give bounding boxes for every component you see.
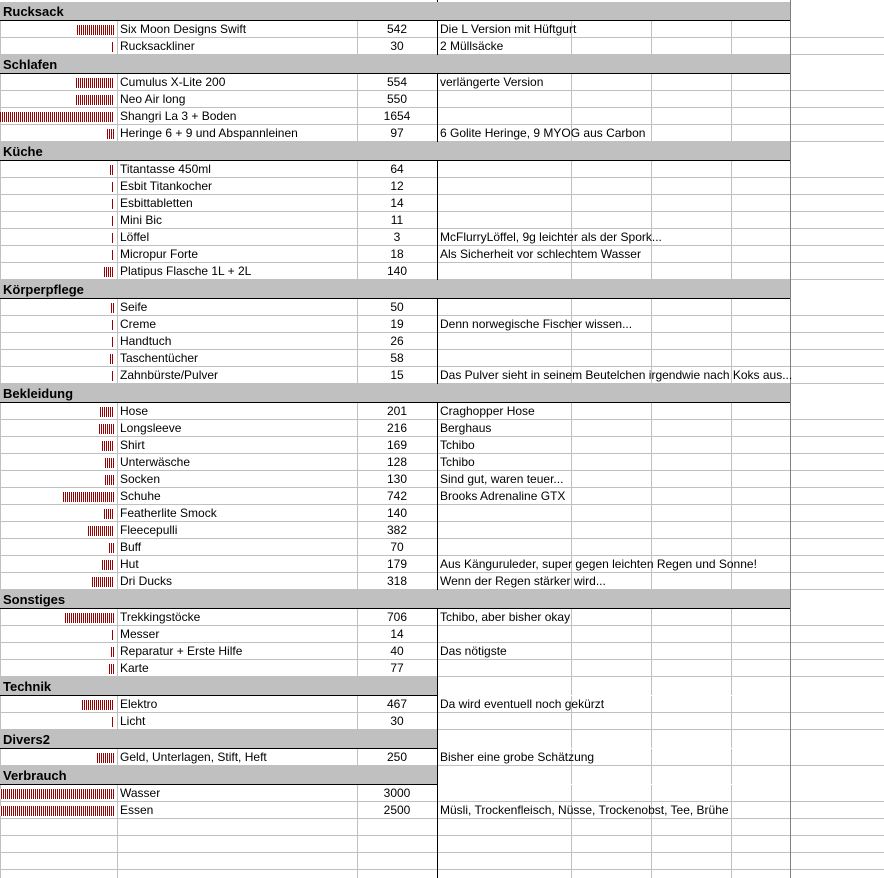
item-note-cell[interactable]: McFlurryLöffel, 9g leichter als der Spork... xyxy=(440,230,662,244)
gear-item-row xyxy=(0,403,884,420)
category-header-bg xyxy=(0,590,790,609)
item-name-cell[interactable]: Löffel xyxy=(120,230,150,244)
category-header-bg xyxy=(0,384,790,403)
item-name-cell[interactable]: Neo Air long xyxy=(120,92,186,106)
item-name-cell[interactable]: Geld, Unterlagen, Stift, Heft xyxy=(120,750,267,764)
item-weight-cell[interactable]: 542 xyxy=(386,22,408,36)
item-note-cell[interactable]: Tchibo xyxy=(440,455,475,469)
category-header-bg xyxy=(0,2,790,21)
gear-item-row xyxy=(0,125,884,142)
item-weight-cell[interactable]: 250 xyxy=(386,750,408,764)
category-header-label[interactable]: Bekleidung xyxy=(3,386,74,401)
category-header-bg xyxy=(0,730,437,749)
gear-item-row xyxy=(0,471,884,488)
category-header-row xyxy=(0,730,884,747)
weight-bar xyxy=(112,233,114,243)
gear-item-row xyxy=(0,178,884,195)
category-header-label[interactable]: Technik xyxy=(3,679,52,694)
item-weight-cell[interactable]: 742 xyxy=(386,489,408,503)
item-weight-cell[interactable]: 30 xyxy=(390,39,404,53)
item-weight-cell[interactable]: 50 xyxy=(390,300,404,314)
gear-item-row xyxy=(0,333,884,350)
weight-bar xyxy=(112,216,114,226)
category-header-row xyxy=(0,280,884,297)
item-note-cell[interactable]: Wenn der Regen stärker wird... xyxy=(440,574,606,588)
item-note-cell[interactable]: verlängerte Version xyxy=(440,75,544,89)
item-weight-cell[interactable]: 30 xyxy=(390,714,404,728)
item-weight-cell[interactable]: 2500 xyxy=(383,803,411,817)
item-weight-cell[interactable]: 3000 xyxy=(383,786,411,800)
item-name-cell[interactable]: Micropur Forte xyxy=(120,247,199,261)
category-header-label[interactable]: Küche xyxy=(3,144,43,159)
item-name-cell[interactable]: Six Moon Designs Swift xyxy=(120,22,247,36)
item-name-cell[interactable]: Cumulus X-Lite 200 xyxy=(120,75,226,89)
item-name-cell[interactable]: Dri Ducks xyxy=(120,574,173,588)
category-header-bg xyxy=(0,142,790,161)
category-header-label[interactable]: Rucksack xyxy=(3,4,64,19)
weight-bar xyxy=(109,543,114,553)
item-name-cell[interactable]: Schuhe xyxy=(120,489,161,503)
item-name-cell[interactable]: Taschentücher xyxy=(120,351,199,365)
item-weight-cell[interactable]: 382 xyxy=(386,523,408,537)
weight-bar xyxy=(112,199,114,209)
weight-bar xyxy=(0,806,114,816)
category-header-row xyxy=(0,766,884,783)
weight-bar xyxy=(112,371,114,381)
item-weight-cell[interactable]: 14 xyxy=(390,627,404,641)
weight-bar xyxy=(92,577,114,587)
item-note-cell[interactable]: Tchibo xyxy=(440,438,475,452)
weight-bar xyxy=(88,526,114,536)
item-name-cell[interactable]: Heringe 6 + 9 und Abspannleinen xyxy=(120,126,298,140)
category-header-bg xyxy=(0,766,437,785)
item-name-cell[interactable]: Mini Bic xyxy=(120,213,163,227)
item-note-cell[interactable]: 6 Golite Heringe, 9 MYOG aus Carbon xyxy=(440,126,646,140)
weight-bar xyxy=(77,25,114,35)
gear-item-row xyxy=(0,263,884,280)
gear-item-row xyxy=(0,420,884,437)
gear-item-row xyxy=(0,91,884,108)
item-weight-cell[interactable]: 554 xyxy=(386,75,408,89)
item-weight-cell[interactable]: 201 xyxy=(386,404,408,418)
gear-item-row xyxy=(0,696,884,713)
gear-item-row xyxy=(0,539,884,556)
item-weight-cell[interactable]: 179 xyxy=(386,557,408,571)
category-header-row xyxy=(0,142,884,159)
weight-bar xyxy=(112,717,114,727)
category-header-label[interactable]: Sonstiges xyxy=(3,592,66,607)
gear-item-row xyxy=(0,195,884,212)
category-header-label[interactable]: Divers2 xyxy=(3,732,50,747)
item-weight-cell[interactable]: 77 xyxy=(390,661,404,675)
gear-item-row xyxy=(0,522,884,539)
gear-item-row xyxy=(0,573,884,590)
gear-item-row xyxy=(0,556,884,573)
gear-item-row xyxy=(0,316,884,333)
item-weight-cell[interactable]: 15 xyxy=(390,368,404,382)
weight-bar xyxy=(112,250,114,260)
weight-bar xyxy=(99,424,114,434)
item-note-cell[interactable]: Als Sicherheit vor schlechtem Wasser xyxy=(440,247,641,261)
item-weight-cell[interactable]: 58 xyxy=(390,351,404,365)
item-name-cell[interactable]: Trekkingstöcke xyxy=(120,610,201,624)
item-weight-cell[interactable]: 550 xyxy=(386,92,408,106)
item-note-cell[interactable]: Brooks Adrenaline GTX xyxy=(440,489,566,503)
item-weight-cell[interactable]: 19 xyxy=(390,317,404,331)
gear-item-row xyxy=(0,785,884,802)
weight-bar xyxy=(111,647,114,657)
item-note-cell[interactable]: Sind gut, waren teuer... xyxy=(440,472,564,486)
item-weight-cell[interactable]: 467 xyxy=(386,697,408,711)
weight-bar xyxy=(82,700,114,710)
item-name-cell[interactable]: Seife xyxy=(120,300,148,314)
item-name-cell[interactable]: Essen xyxy=(120,803,154,817)
gear-item-row xyxy=(0,713,884,730)
gear-item-row xyxy=(0,74,884,91)
item-name-cell[interactable]: Esbit Titankocher xyxy=(120,179,213,193)
category-header-row xyxy=(0,677,884,694)
item-weight-cell[interactable]: 128 xyxy=(386,455,408,469)
item-name-cell[interactable]: Socken xyxy=(120,472,161,486)
weight-bar xyxy=(76,95,114,105)
gear-item-row xyxy=(0,38,884,55)
weight-bar xyxy=(112,630,114,640)
item-note-cell[interactable]: Bisher eine grobe Schätzung xyxy=(440,750,595,764)
item-weight-cell[interactable]: 12 xyxy=(390,179,404,193)
item-weight-cell[interactable]: 130 xyxy=(386,472,408,486)
gear-item-row xyxy=(0,609,884,626)
item-note-cell[interactable]: Da wird eventuell noch gekürzt xyxy=(440,697,605,711)
item-name-cell[interactable]: Reparatur + Erste Hilfe xyxy=(120,644,243,658)
weight-bar xyxy=(105,475,114,485)
item-name-cell[interactable]: Creme xyxy=(120,317,157,331)
item-name-cell[interactable]: Hose xyxy=(120,404,149,418)
category-header-label[interactable]: Körperpflege xyxy=(3,282,84,297)
item-note-cell[interactable]: Denn norwegische Fischer wissen... xyxy=(440,317,633,331)
item-name-cell[interactable]: Unterwäsche xyxy=(120,455,191,469)
gear-item-row xyxy=(0,21,884,38)
weight-bar xyxy=(65,613,114,623)
item-name-cell[interactable]: Wasser xyxy=(120,786,161,800)
category-header-bg xyxy=(0,677,437,696)
weight-bar xyxy=(107,129,114,139)
weight-bar xyxy=(112,182,114,192)
weight-bar xyxy=(104,509,114,519)
weight-bar xyxy=(76,78,114,88)
category-header-row xyxy=(0,55,884,72)
weight-bar xyxy=(109,664,114,674)
item-name-cell[interactable]: Messer xyxy=(120,627,160,641)
item-weight-cell[interactable]: 140 xyxy=(386,506,408,520)
item-name-cell[interactable]: Longsleeve xyxy=(120,421,182,435)
item-weight-cell[interactable]: 169 xyxy=(386,438,408,452)
gear-item-row xyxy=(0,749,884,766)
gear-item-row xyxy=(0,246,884,263)
item-weight-cell[interactable]: 3 xyxy=(393,230,401,244)
weight-bar xyxy=(100,407,114,417)
gear-item-row xyxy=(0,161,884,178)
item-weight-cell[interactable]: 216 xyxy=(386,421,408,435)
item-name-cell[interactable]: Buff xyxy=(120,540,142,554)
item-weight-cell[interactable]: 18 xyxy=(390,247,404,261)
item-note-cell[interactable]: 2 Müllsäcke xyxy=(440,39,504,53)
weight-bar xyxy=(110,165,114,175)
item-weight-cell[interactable]: 14 xyxy=(390,196,404,210)
category-header-bg xyxy=(0,280,790,299)
item-note-cell[interactable]: Aus Känguruleder, super gegen leichten Regen und Sonne! xyxy=(440,557,757,571)
category-header-row xyxy=(0,2,884,19)
gear-item-row xyxy=(0,367,884,384)
gear-item-row xyxy=(0,643,884,660)
gear-item-row xyxy=(0,802,884,819)
gear-item-row xyxy=(0,488,884,505)
item-note-cell[interactable]: Berghaus xyxy=(440,421,492,435)
item-note-cell[interactable]: Die L Version mit Hüftgurt xyxy=(440,22,577,36)
item-name-cell[interactable]: Hut xyxy=(120,557,139,571)
gear-item-row xyxy=(0,350,884,367)
gear-item-row xyxy=(0,437,884,454)
item-note-cell[interactable]: Das nötigste xyxy=(440,644,507,658)
gear-item-row xyxy=(0,229,884,246)
item-name-cell[interactable]: Fleecepulli xyxy=(120,523,178,537)
weight-bar xyxy=(102,441,114,451)
item-weight-cell[interactable]: 11 xyxy=(390,213,404,227)
item-weight-cell[interactable]: 97 xyxy=(390,126,404,140)
item-weight-cell[interactable]: 318 xyxy=(386,574,408,588)
item-name-cell[interactable]: Esbittabletten xyxy=(120,196,193,210)
item-note-cell[interactable]: Craghopper Hose xyxy=(440,404,535,418)
item-name-cell[interactable]: Licht xyxy=(120,714,146,728)
weight-bar xyxy=(97,753,114,763)
category-header-bg xyxy=(0,55,790,74)
item-note-cell[interactable]: Müsli, Trockenfleisch, Nüsse, Trockenobst, Tee, Brühe xyxy=(440,803,729,817)
item-name-cell[interactable]: Handtuch xyxy=(120,334,172,348)
item-weight-cell[interactable]: 64 xyxy=(390,162,404,176)
item-name-cell[interactable]: Zahnbürste/Pulver xyxy=(120,368,219,382)
gear-item-row xyxy=(0,299,884,316)
item-name-cell[interactable]: Shirt xyxy=(120,438,145,452)
weight-bar xyxy=(110,354,114,364)
gear-item-row xyxy=(0,212,884,229)
weight-bar xyxy=(102,560,114,570)
gear-item-row xyxy=(0,108,884,125)
weight-bar xyxy=(104,267,114,277)
weight-bar xyxy=(111,303,114,313)
gear-item-row xyxy=(0,454,884,471)
item-weight-cell[interactable]: 70 xyxy=(390,540,404,554)
category-header-label[interactable]: Verbrauch xyxy=(3,768,67,783)
item-note-cell[interactable]: Tchibo, aber bisher okay xyxy=(440,610,571,624)
gear-item-row xyxy=(0,660,884,677)
weight-bar xyxy=(112,42,114,52)
category-header-row xyxy=(0,384,884,401)
gear-item-row xyxy=(0,505,884,522)
item-name-cell[interactable]: Platipus Flasche 1L + 2L xyxy=(120,264,252,278)
weight-bar xyxy=(105,458,114,468)
weight-bar xyxy=(63,492,114,502)
weight-bar xyxy=(0,789,114,799)
item-name-cell[interactable]: Elektro xyxy=(120,697,158,711)
item-name-cell[interactable]: Rucksackliner xyxy=(120,39,195,53)
item-note-cell[interactable]: Das Pulver sieht in seinem Beutelchen irgendwie nach Koks aus... xyxy=(440,368,793,382)
weight-bar xyxy=(0,112,114,122)
item-weight-cell[interactable]: 26 xyxy=(390,334,404,348)
weight-bar xyxy=(112,320,114,330)
item-weight-cell[interactable]: 706 xyxy=(386,610,408,624)
item-weight-cell[interactable]: 40 xyxy=(390,644,404,658)
item-name-cell[interactable]: Karte xyxy=(120,661,149,675)
weight-bar xyxy=(112,337,114,347)
gear-item-row xyxy=(0,626,884,643)
category-header-label[interactable]: Schlafen xyxy=(3,57,58,72)
category-header-row xyxy=(0,590,884,607)
item-weight-cell[interactable]: 140 xyxy=(386,264,408,278)
item-name-cell[interactable]: Titantasse 450ml xyxy=(120,162,211,176)
item-name-cell[interactable]: Shangri La 3 + Boden xyxy=(120,109,237,123)
item-name-cell[interactable]: Featherlite Smock xyxy=(120,506,217,520)
item-weight-cell[interactable]: 1654 xyxy=(383,109,411,123)
